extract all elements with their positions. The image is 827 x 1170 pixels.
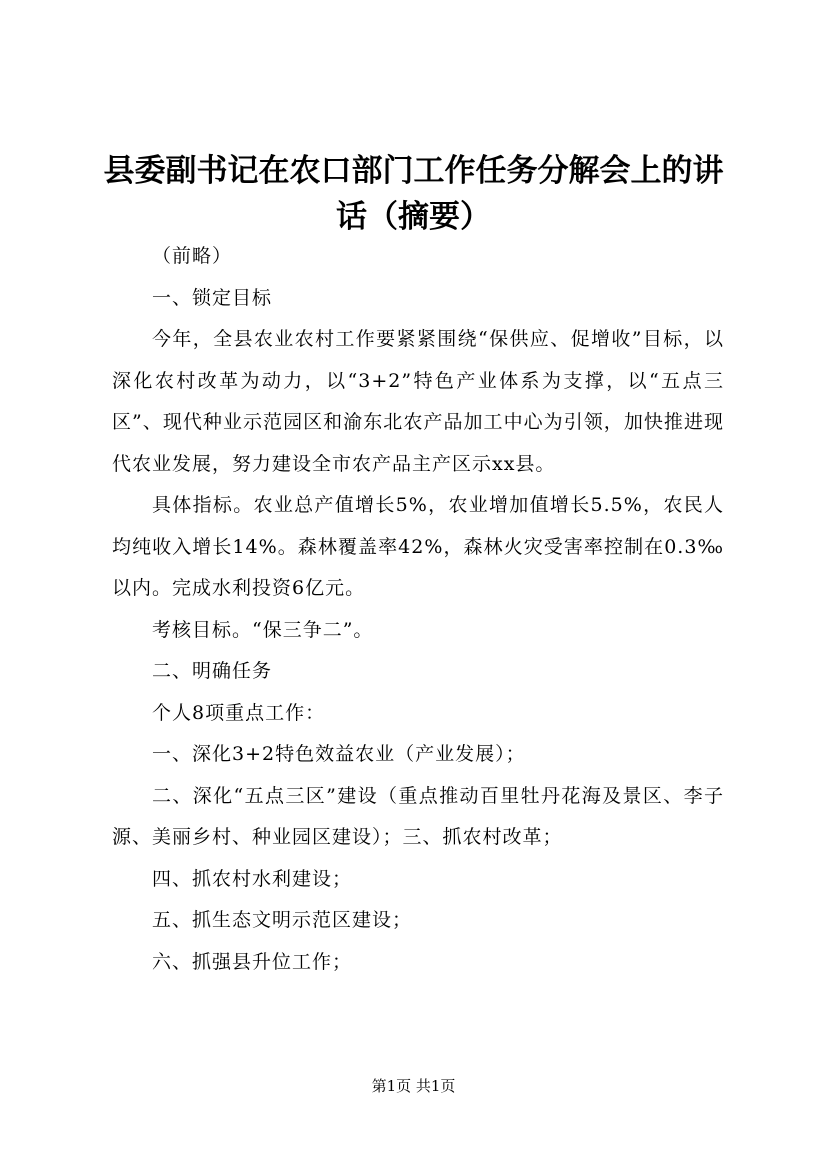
document-title: 县委副书记在农口部门工作任务分解会上的讲话（摘要） [103,153,724,235]
page-number-footer: 第1页 共1页 [371,1077,456,1095]
list-item-task-6: 六、抓强县升位工作； [152,950,353,973]
heading-lock-target: 一、锁定目标 [152,286,273,309]
paragraph-preface: （前略） [152,245,233,267]
paragraph-assessment: 考核目标。“保三争二”。 [152,618,374,641]
list-item-task-2-3: 二、深化“五点三区”建设（重点推动百里牡丹花海及景区、李子源、美丽乡村、种业园区建设）；三、抓农村改革； [112,784,724,848]
paragraph-indicators: 具体指标。农业总产值增长5%，农业增加值增长5.5%，农民人均纯收入增长14%。森林覆盖率42%，森林火灾受害率控制在0.3‰以内。完成水利投资6亿元。 [112,494,724,599]
paragraph-key-work: 个人8项重点工作： [152,701,326,724]
list-item-task-5: 五、抓生态文明示范区建设； [152,909,413,931]
paragraph-goal: 今年，全县农业农村工作要紧紧围绕“保供应、促增收”目标，以深化农村改革为动力，以“3+2”特色产业体系为支撑，以“五点三区”、现代种业示范园区和渝东北农产品加工中心为引领，加快推进现代农业发展，努力建设全市农产品主产区示xx县。 [112,328,724,475]
document-body [112,236,724,983]
heading-define-tasks: 二、明确任务 [152,660,273,682]
list-item-task-4: 四、抓农村水利建设； [152,867,353,890]
list-item-task-1: 一、深化3+2特色效益农业（产业发展）； [152,743,526,765]
